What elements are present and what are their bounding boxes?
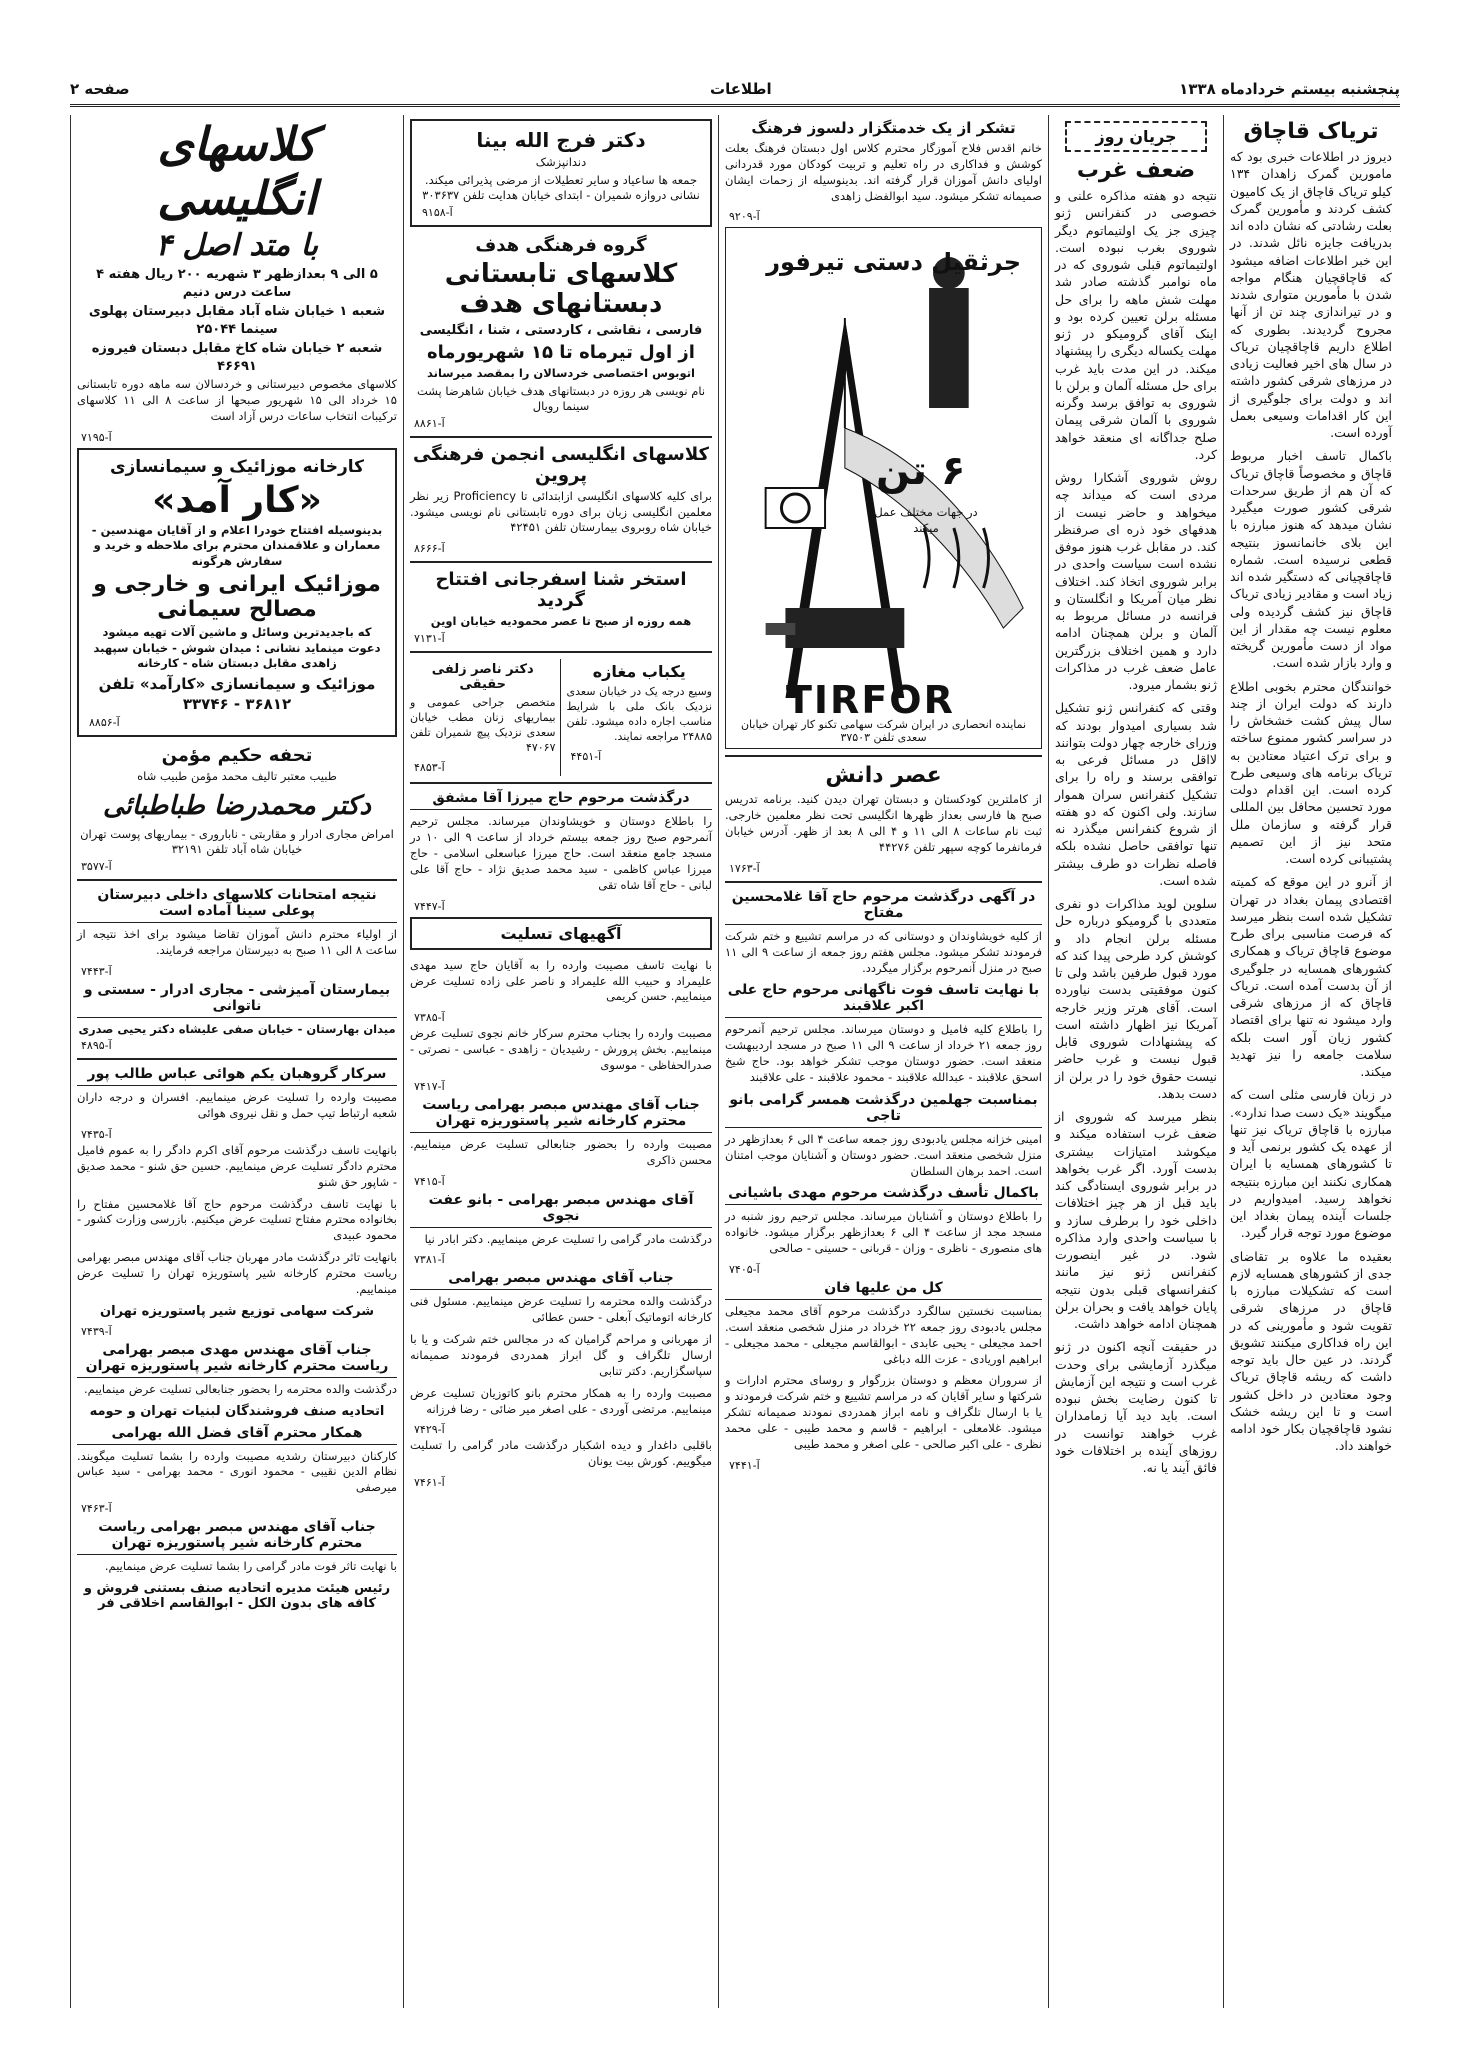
condolence-title: همکار محترم آقای فضل الله بهرامی: [77, 1425, 397, 1445]
ad-code: آ-۷۱۹۵: [81, 430, 112, 444]
opium-paragraph: دیروز در اطلاعات خبری بود که مامورین گمرک زاهدان ۱۳۴ کیلو تریاک قاچاق از یک کامیون کشف کردند و مأمورین گمرک بعلت رشادتی که نشان داده اند بدریافت جایزه نائل شدند. در این خبر اطلاعات اضافه میشود که قاچاقچیان هنگام مواجه شدن با مأمورین متواری شدند و در تیراندازی چند تن از آنها مجروح گردیدند. بطوری که اطلاع داریم قاچاقچیان تریاک در سال های اخیر فعالیت زیادی در مرزهای شرقی کشور داشته اند و دولت برای جلوگیری از این کار اقدامات وسیعی بعمل آورده است.: [1230, 149, 1392, 440]
tirfor-advertisement: [725, 227, 1042, 749]
divider: [725, 881, 1042, 883]
ad-code: آ-۷۴۴۳: [81, 964, 112, 978]
condolence-text: مصیبت وارده را تسلیت عرض مینماییم. افسران و درجه داران شعبه ارتباط تیپ حمل و نقل نیروی هوائی: [77, 1090, 397, 1121]
condolence-text: درگذشت والده محترمه را تسلیت عرض مینماییم. مسئول فنی کارخانه اتوماتیک آبعلی - حسن عطائی: [410, 1294, 712, 1325]
condolence-text: درگذشت مادر گرامی را تسلیت عرض مینماییم. دکتر ابادر نیا: [424, 1231, 712, 1246]
condolence-text: مصیبت وارده را بجناب محترم سرکار خانم نجوی تسلیت عرض مینماییم. بخش پرورش - رشیدیان - زاهدی - عباسی - نصرتی - صدرالحفاظی - موسوی: [410, 1026, 712, 1073]
paper-name: اطلاعات: [710, 80, 772, 98]
hakim-doctor-name: دکتر محمدرضا طباطبائی: [102, 790, 372, 821]
karamad-address: که باجدیدترین وسائل و ماشین آلات تهیه میشود دعوت مینماید نشانی : میدان شوش - خیابان سپهبد زاهدی مقابل دبستان شاه - کارخانه: [93, 625, 381, 671]
parvin-text: برای کلیه کلاسهای انگلیسی ازابتدائی تا Proficiency زیر نظر معلمین انگلیسی زبان برای دوره تابستانی نام نویسی میشود. خیابان شاه روبروی بیمارستان تلفن ۴۲۴۵۱: [410, 488, 713, 535]
condolence-signature: اتحادیه صنف فروشندگان لبنیات تهران و حومه: [89, 1403, 385, 1419]
shop-text: وسیع درجه یک در خیابان سعدی نزدیک بانک ملی با شرایط مناسب اجاره داده میشود. تلفن ۲۴۸۸۵ مراجعه نمایند.: [566, 684, 712, 744]
hakim-subtitle: طبیب معتبر تالیف محمد مؤمن طبیب شاه: [137, 769, 337, 784]
column-opium: [1223, 115, 1398, 2008]
opium-heading: تریاک قاچاق: [1243, 119, 1379, 144]
opium-paragraph: خوانندگان محترم بخوبی اطلاع دارند که دولت ایران از چند سال پیش کشت خشخاش را در سراسر کشور ممنوع ساخته و برای ترک اعتیاد معتادین به تریاک برنامه های وسیعی طرح کرده است. این اقدام دولت مورد تحسین محافل بین المللی قرار گرفته و سازمان ملل متحد نیز از این تصمیم پشتیبانی کرده است.: [1230, 678, 1392, 866]
ad-code: آ-۴۸۹۵: [81, 1039, 112, 1053]
ad-code: آ-۷۴۶۳: [81, 1502, 112, 1516]
ad-code: آ-۷۴۱۷: [414, 1079, 445, 1093]
condolence-text: با نهایت تاثر فوت مادر گرامی را بشما تسلیت عرض مینماییم.: [104, 1559, 397, 1574]
obituary-heading: بمناسبت جهلمین درگذشت همسر گرامی بانو تاجی: [725, 1092, 1042, 1128]
column-ads-mid: [403, 115, 718, 2008]
divider: [77, 879, 397, 881]
condolence-text: کارکنان دبیرستان رشدیه مصیبت وارده را بشما تسلیت میگویند. نظام الدین نقیبی - محمود انوری - محمد بهرامی - سید عباس میرصفی: [77, 1448, 397, 1495]
divider: [410, 782, 712, 784]
opium-paragraph: باکمال تاسف اخبار مربوط قاچاق و مخصوصاً قاچاق تریاک که آن هم از طریق سرحدات شرقی کشور صورت میگیرد نشان میدهد که هنوز مبارزه با این بلای خانمانسوز بنتیجه قطعی نرسیده است. شماره قاچاقچیانی که دستگیر شده اند زیاد است و مقادیر زیادی تریاک قاچاق نیز کشف گردیده ولی معلوم نیست چه مقدار از این مواد از دست مأمورین گریخته و وارد بازار شده است.: [1230, 448, 1392, 671]
pool-heading: استخر شنا اسفرجانی افتتاح گردید: [435, 569, 687, 612]
ad-code: آ-۸۸۵۶: [89, 716, 120, 730]
karamad-text: بدینوسیله افتتاح خودرا اعلام و از آقایان مهندسین - معماران و علاقمندان محترم برای ملاحظه و خرید و سفارش هرگونه: [91, 522, 383, 568]
hadaf-group: گروه فرهنگی هدف: [475, 234, 647, 256]
exam-heading: نتیجه امتحانات کلاسهای داخلی دبیرستان پوعلی سینا آماده است: [77, 887, 397, 923]
tirfor-subtitle: در جهات مختلف عمل میکند: [874, 505, 978, 535]
obituary-text: از کلیه خویشاوندان و دوستانی که در مراسم تشییع و ختم شرکت فرمودند تشکر میشود. مجلس هفتم روز جمعه از ساعت ۹ الی ۱۱ صبح در منزل آنمرحوم برگزار میگردد.: [725, 928, 1042, 975]
condolence-text: مصیبت وارده را بحضور جنابعالی تسلیت عرض مینماییم. محسن ذاکری: [410, 1136, 712, 1167]
obituary-text: امینی خزانه مجلس یادبودی روز جمعه ساعت ۴ الی ۶ بعدازظهر در منزل شخصی منعقد است. حضور دوستان و آشنایان موجب امتنان است. احمد برهان السلطان: [725, 1131, 1042, 1178]
condolence-title: سرکار گروهبان یکم هوائی عباس طالب پور: [77, 1066, 397, 1086]
divider: [410, 561, 712, 563]
ad-code: آ-۷۱۳۱: [414, 631, 445, 645]
west-paragraph: سلوین لوید مذاکرات دو نفری متعددی با گرومیکو درباره حل مسئله برلن انجام داد و کوشش کرد طرحی پیدا کند که مورد قبول طرفین باشد ولی تا کنون موفقیتی بدست نیاورده است. آقای هرتر وزیر خارجه آمریکا نیز اظهار داشته است که پیشنهادات شوروی قابل قبول نیست و غرب حاضر نیست حقوق خود را در برلن از دست بدهد.: [1055, 896, 1217, 1101]
condolence-title: جناب آقای مهندس مهدی مبصر بهرامی ریاست محترم کارخانه شیر پاستوریزه تهران: [77, 1342, 397, 1378]
parvin-heading: کلاسهای انگلیسی انجمن فرهنگی پروین: [412, 443, 710, 486]
condolence-text: از مهربانی و مراحم گرامیان که در مجالس ختم شرکت و یا با ارسال تلگراف و گل ابراز همدردی فرمودند صمیمانه سپاسگزاریم. دکتر تنابی: [410, 1332, 712, 1378]
condolence-text: درگذشت والده محترمه را بحضور جنابعالی تسلیت عرض مینماییم.: [83, 1381, 397, 1396]
english-classes-branch2: شعبه ۲ خیابان شاه کاخ مقابل دبستان فیروزه ۴۶۶۹۱: [91, 341, 383, 374]
condolence-signature: رئیس هیئت مدیره اتحادیه صنف بستنی فروش و کافه های بدون الکل - ابوالقاسم اخلاقی فر: [83, 1580, 391, 1611]
karamad-footer: موزائیک و سیمانسازی «کارآمد» تلفن ۳۶۸۱۲ - ۳۳۷۴۶: [98, 674, 376, 714]
west-paragraph: وقتی که کنفرانس ژنو تشکیل شد بسیاری امیدوار بودند که وزرای خارجه چهار دولت بتوانند لااقل در مسائل فرعی به توافقی برسند و راه را برای تشکیل کنفرانس سران هموار سازند. ولی اکنون که دو هفته از شروع کنفرانس میگذرد نه تنها توافقی حاصل نشده بلکه فاصله نظرات دو طرف بیشتر شده است.: [1055, 700, 1217, 888]
karamad-heading: کارخانه موزائیک و سیمانسازی: [109, 456, 365, 477]
daily-events-box: جریان روز: [1065, 121, 1207, 152]
english-classes-hours: ۵ الی ۹ بعدازظهر ۳ شهریه ۲۰۰ ریال هفته ۴ ساعت درس دنیم: [96, 267, 378, 300]
condolence-header: [410, 917, 712, 950]
west-paragraph: روش شوروی آشکارا روش مردی است که میداند چه میخواهد و حاضر نیست از هدفهای خود ذره ای صرفنظر کند. در مقابل غرب هنوز موفق نشده است سیاست واحدی در برابر شوروی اتخاذ کند. اختلاف نظر میان آمریکا و انگلستان و فرانسه در مسائل مربوط به آلمان و برلن همچنان ادامه دارد و همین اختلاف بزرگترین عامل ضعف غرب در مذاکرات ژنو بشمار میرود.: [1055, 470, 1217, 692]
tirfor-capacity: ۶ تن: [876, 448, 966, 495]
obituary-heading: کل من علیها فان: [725, 1280, 1042, 1300]
divider: [77, 1058, 397, 1060]
obituary-text: از سروران معظم و دوستان بزرگوار و روسای محترم ادارات و شرکتها و سایر آقایان که در مراسم تشییع و ختم شرکت فرمودند و یا با ارسال تلگراف و نامه ابراز همدردی نمودند صمیمانه تشکر میشود. غلامعلی - ابراهیم - قاسم و محمد طیبی - علی محمد نظری - علی اکبر صالحی - علی اصغر و محمد طیبی: [725, 1373, 1042, 1451]
ad-code: آ-۹۲۰۹: [729, 210, 760, 224]
ad-code: آ-۳۵۷۷: [81, 860, 112, 873]
column-weakness-west: [1048, 115, 1223, 2008]
tirfor-footer: نماینده انحصاری در ایران شرکت سهامی تکنو کار تهران خیابان سعدی تلفن ۳۷۵۰۳: [740, 718, 1027, 745]
condolence-text: باقلبی داغدار و دیده اشکبار درگذشت مادر گرامی را تسلیت میگوییم. کورش بیت یونان: [410, 1438, 712, 1469]
ad-code: آ-۷۴۰۵: [729, 1263, 760, 1277]
ad-code: آ-۷۳۸۵: [414, 1011, 445, 1025]
hakim-details: امراض مجاری ادرار و مقاربتی - ناباروری - بیماریهای پوست تهران خیابان شاه آباد تلفن ۳۲۱۹۱: [80, 826, 394, 857]
hadaf-subjects: فارسی ، نقاشی ، کاردستی ، شنا ، انگلیسی: [419, 322, 703, 338]
divider: [725, 755, 1042, 757]
condolence-text: با نهایت تاسف مصیبت وارده را به آقایان حاج سید مهدی علیمراد و حبیب الله علیمراد و ناصر علی زاده تسلیت عرض مینماییم. حسن کریمی: [410, 957, 712, 1004]
ad-code: آ-۹۱۵۸: [422, 205, 453, 219]
asr-danesh-text: از کاملترین کودکستان و دبستان تهران دیدن کنید. برنامه تدریس صبح ها فارسی بعداز ظهرها انگلیسی تحت نظر معلمین خارجی. ثبت نام ساعات ۸ الی ۱۱ و ۴ الی ۸ بعد از ظهر. آدرس خیابان فرمانفرما کوچه سپهر تلفن ۴۴۲۷۶: [725, 792, 1042, 855]
shop-ad: [567, 659, 713, 777]
exam-text: از اولیاء محترم دانش آموزان تقاضا میشود برای اخذ نتیجه از ساعت ۸ الی ۱۱ صبح به دبیرستان مراجعه فرمایند.: [77, 927, 397, 957]
pool-text: همه روزه از صبح تا عصر محمودیه خیابان اوین: [430, 614, 692, 629]
masthead: [70, 74, 1400, 107]
ad-code: آ-۴۴۵۱: [570, 750, 602, 764]
divider: [410, 651, 712, 653]
thanks-heading: تشکر از یک خدمتگزار دلسوز فرهنگ: [751, 119, 1016, 137]
tirfor-title: جرثقیل دستی تیرفور: [766, 248, 1021, 277]
english-classes-note: کلاسهای مخصوص دبیرستانی و خردسالان سه ماهه دوره تابستانی ۱۵ خرداد الی ۱۵ شهریور صبحها از ساعت ۸ الی ۱۱ کلاسهای ترکیبات انتخاب ساعات درس آزاد است: [77, 377, 397, 423]
ad-code: آ-۷۴۶۱: [414, 1476, 445, 1490]
karamad-ad: [77, 448, 397, 738]
obituary-text: بمناسبت نخستین سالگرد درگذشت مرحوم آقای محمد مجیعلی مجلس یادبودی روز جمعه ۲۲ خرداد در منزل شخصی منعقد است. احمد مجیعلی - یحیی عابدی - ابوالقاسم مجیعلی - محمد مجیعلی - ابراهیم اوریادی - عزت الله دباغی: [725, 1304, 1042, 1366]
hadaf-address: نام نویسی هر روزه در دبستانهای هدف خیابان شاهرضا پشت سینما رویال: [416, 383, 706, 414]
obituary-text: را باطلاع دوستان و خویشاوندان میرساند. مجلس ترحیم آنمرحوم صبح روز جمعه بیستم خرداد از ساعت ۹ الی ۱۰ در مسجد جامع منعقد است. حاج میرزا عباسعلی اسلامی - حاج میرزا عباس کاظمی - سید محمد صدیق نژاد - حاج آقا علی لبانی - حاج آقا شاه تقی: [410, 814, 712, 892]
english-classes-title: کلاسهای انگلیسی: [157, 117, 317, 225]
thanks-text: خانم اقدس فلاح آموزگار محترم کلاس اول دبستان فرهنگ بعلت کوشش و فداکاری در راه تعلیم و تربیت کودکان مورد قدردانی اولیای دانش آموزان قرار گرفته اند. بدینوسیله از زحمات ایشان صمیمانه تشکر میشود. سید ابوالفضل زاهدی: [725, 141, 1042, 203]
ad-code: آ-۱۷۶۳: [729, 861, 760, 875]
obituary-text: را باطلاع کلیه فامیل و دوستان میرساند. مجلس ترحیم آنمرحوم روز جمعه ۲۱ خرداد از ساعت ۹ الی ۱۱ صبح در مسجد اردیبهشت منعقد است. حضور دوستان موجب تشکر خواهد بود. حاج شیخ اسحق علاقبند - عبدالله علاقبند - محمود علاقبند - علی علاقبند: [725, 1022, 1042, 1085]
clinic-text: میدان بهارستان - خیابان صفی علیشاه دکتر یحیی صدری: [78, 1021, 396, 1036]
condolence-text: مصیبت وارده را به همکار محترم بانو کاتوزیان تسلیت عرض مینماییم. مرتضی آوردی - علی اصغر میر ضائی - رضا فرزانه: [410, 1385, 712, 1416]
ad-code: آ-۷۴۳۹: [81, 1324, 112, 1338]
small-ads-row: [410, 659, 712, 777]
opium-paragraph: بعقیده ما علاوه بر تقاضای جدی از کشورهای همسایه لازم است که تشکیلات مبارزه با قاچاق در مرزهای شرقی تقویت شود و مأمورینی که در این راه فداکاری میکنند تشویق گردند. در عین حال باید توجه داشت که ریشه قاچاق تریاک وجود معتادین در داخل کشور است و تا این ریشه خشک نشود قاچاقچیان بکار خود ادامه خواهند داد.: [1230, 1248, 1392, 1454]
ad-code: آ-۷۴۲۹: [414, 1423, 445, 1437]
obituary-text: را باطلاع دوستان و آشنایان میرساند. مجلس ترحیم روز شنبه در مسجد مجد از ساعت ۴ الی ۶ بعدازظهر برگزار میشود. خانواده های منصوری - ناظری - وزان - قربانی - حسینی - صالحی: [725, 1209, 1042, 1256]
condolence-title: جناب آقای مهندس مبصر بهرامی: [410, 1270, 712, 1290]
doctor-naser-heading: دکتر ناصر زلفی حقیقی: [431, 661, 534, 692]
karamad-name: «کار آمد»: [152, 479, 322, 521]
obituary-heading: با نهایت تاسف فوت ناگهانی مرحوم حاج علی اکبر علاقبند: [725, 982, 1042, 1018]
condolence-text: بانهایت تاسف درگذشت مرحوم آقای اکرم دادگر را به عموم فامیل محترم دادگر تسلیت عرض مینماییم. حسین حق شنو - محمد صدیق - شاپور حق شنو: [77, 1142, 397, 1189]
column-ads-center: [718, 115, 1048, 2008]
opium-paragraph: از آنرو در این موقع که کمیته اقتصادی پیمان بغداد در تهران تشکیل شده است بنظر میرسد که فرصت مناسبی برای طرح موضوع قاچاق تریاک و همکاری کشورهای همسایه در جلوگیری از آن بدست آمده است. تریاک قاچاق که از مرزهای شرقی وارد میشود نه تنها برای اقتصاد کشور زیان آور است بلکه سلامت جامعه را نیز تهدید میکند.: [1230, 874, 1392, 1079]
asr-danesh-heading: عصر دانش: [825, 763, 942, 789]
hadaf-title: کلاسهای تابستانی دبستانهای هدف: [444, 258, 678, 319]
condolence-text: بانهایت تاثر درگذشت مادر مهربان جناب آقای مهندس مبصر بهرامی ریاست محترم کارخانه شیر پاستوریزه تهران را تسلیت عرض مینماییم.: [77, 1250, 397, 1296]
hadaf-bus: اتوبوس اختصاصی خردسالان را بمقصد میرساند: [427, 366, 695, 381]
ad-code: آ-۸۸۶۱: [414, 416, 445, 430]
ad-code: آ-۸۶۶۶: [414, 542, 445, 556]
west-paragraph: نتیجه دو هفته مذاکره علنی و خصوصی در کنفرانس ژنو چیزی جز یک اولتیماتوم دیگر شوروی بغرب نبوده است. اولتیماتوم قبلی شوروی که در ماه نوامبر گذشته صادر شد مهلت شش ماهه را برای حل مسئله برلن تعیین کرده بود و اینک آقای گرومیکو در ژنو مهلت یکساله دیگری را پیشنهاد میکند. در این مدت باید غرب برای حل مسئله آلمان و برلن با شوروی به توافق برسد وگرنه شوروی با آلمان شرقی پیمان صلح جداگانه ای منعقد خواهد کرد.: [1055, 188, 1217, 462]
doctor-naser-text: متخصص جراحی عمومی و بیماریهای زنان مطب خیابان سعدی نزدیک پیچ شمیران تلفن ۴۷۰۶۷: [410, 695, 556, 755]
ad-code: آ-۷۴۴۷: [414, 899, 445, 913]
tirfor-brand: TIRFOR: [786, 678, 955, 723]
hakim-heading: تحفه حکیم مؤمن: [161, 745, 313, 767]
issue-date: پنجشنبه بیستم خردادماه ۱۳۳۸: [1179, 80, 1400, 98]
page-number: صفحه ۲: [70, 80, 130, 98]
condolence-text: با نهایت تاسف درگذشت مرحوم حاج آقا غلامحسین مفتاح را بخانواده محترم مفتاح تسلیت عرض میکنیم. بازرسی وزارت کشور - محمود عبیدی: [77, 1196, 397, 1243]
condolence-title: آقای مهندس مبصر بهرامی - بانو عفت نجوی: [410, 1192, 712, 1228]
ad-code: آ-۷۳۸۱: [414, 1253, 445, 1267]
obituary-heading: درگذشت مرحوم حاج میرزا آقا مشفق: [410, 790, 712, 810]
ad-code: آ-۷۴۳۵: [81, 1127, 112, 1141]
west-paragraph: بنظر میرسد که شوروی از ضعف غرب استفاده میکند و میکوشد امتیازات بیشتری بدست آورد. اگر غرب بخواهد در برابر شوروی ایستادگی کند باید قبل از هر چیز اختلافات داخلی خود را برطرف سازد و با سیاست واحدی وارد مذاکره شود. در غیر اینصورت کنفرانس ژنو نیز مانند کنفرانسهای قبلی بدون نتیجه پایان خواهد یافت و بحران برلن همچنان ادامه خواهد داشت.: [1055, 1109, 1217, 1331]
west-paragraph: در حقیقت آنچه اکنون در ژنو میگذرد آزمایشی برای وحدت غرب است و نتیجه این آزمایش تا کنون رضایت بخش نبوده است. باید دید آیا زمامداران غرب خواهند توانست در روزهای آینده بر اختلافات خود فائق آیند یا نه.: [1055, 1339, 1217, 1475]
opium-paragraph: در زبان فارسی مثلی است که میگویند «یک دست صدا ندارد». مبارزه با قاچاق تریاک نیز تنها از عهده یک کشور برنمی آید و تا کشورهای همسایه با ایران همکاری نکنند این مبارزه بنتیجه نخواهد رسید. امیدواریم در جلسات آینده پیمان بغداد این موضوع مورد توجه قرار گیرد.: [1230, 1087, 1392, 1241]
dentist-ad: [410, 119, 712, 227]
dentist-name: دکتر فرج الله بینا: [476, 128, 646, 152]
dentist-title: دندانپزشک: [535, 155, 587, 169]
doctor-naser-ad: [410, 659, 561, 777]
condolence-title: جناب آقای مهندس مبصر بهرامی ریاست محترم کارخانه شیر پاستوریزه تهران: [410, 1097, 712, 1133]
condolence-title: جناب آقای مهندس مبصر بهرامی ریاست محترم کارخانه شیر پاستوریزه تهران: [77, 1519, 397, 1555]
condolence-heading: آگهیهای تسلیت: [500, 923, 622, 943]
divider: [410, 436, 712, 438]
ad-code: آ-۷۴۱۵: [414, 1174, 445, 1188]
obituary-heading: باکمال تأسف درگذشت مرحوم مهدی باشیانی: [725, 1185, 1042, 1205]
clinic-heading: بیمارستان آمیزشی - مجاری ادرار - سستی و ناتوانی: [77, 982, 397, 1018]
dentist-details: جمعه ها ساعیاد و سایر تعطیلات از مرضی پذیرائی میکند. نشانی دروازه شمیران - ابتدای خیابان هدایت تلفن ۳۰۳۶۳۷: [422, 172, 700, 203]
west-heading: ضعف غرب: [1076, 158, 1196, 183]
shop-heading: یکباب مغازه: [592, 661, 686, 681]
english-classes-branch1: شعبه ۱ خیابان شاه آباد مقابل دبیرستان پهلوی سینما ۲۵۰۴۴: [88, 304, 386, 337]
ad-code: آ-۴۸۵۳: [414, 761, 445, 775]
english-classes-method: با متد اصل ۴: [155, 228, 319, 263]
karamad-products: موزائیک ایرانی و خارجی و مصالح سیمانی: [93, 572, 381, 623]
hadaf-dates: از اول تیرماه تا ۱۵ شهریورماه: [427, 342, 695, 364]
obituary-heading: در آگهی درگذشت مرحوم حاج آقا غلامحسین مفتاح: [725, 889, 1042, 925]
column-ads-left: [70, 115, 403, 2008]
condolence-signature: شرکت سهامی توزیع شیر پاستوریزه تهران: [100, 1303, 374, 1319]
ad-code: آ-۷۴۴۱: [729, 1458, 760, 1472]
